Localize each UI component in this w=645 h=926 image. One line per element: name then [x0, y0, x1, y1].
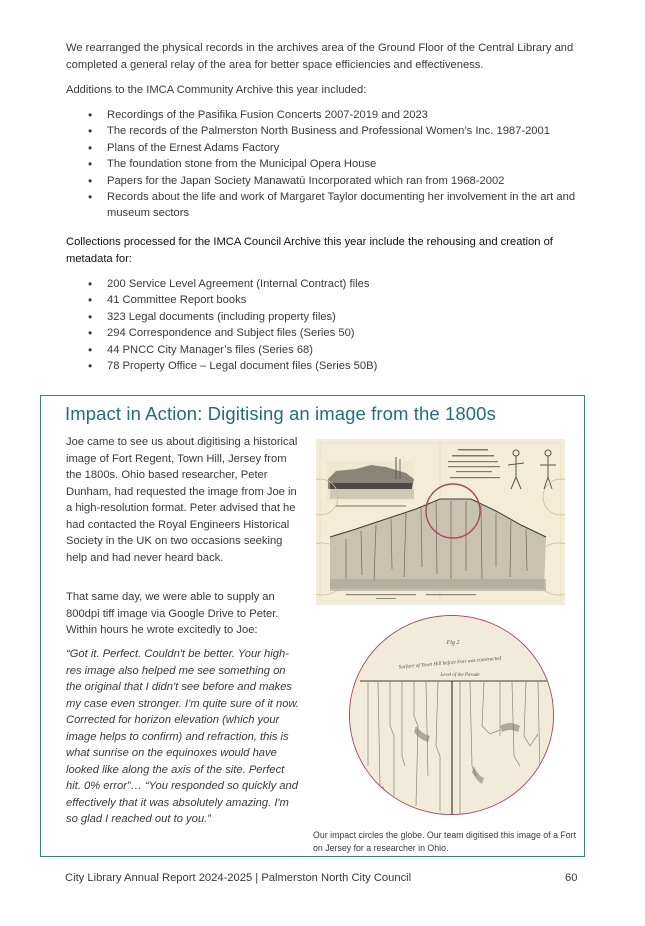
list-item: • 200 Service Level Agreement (Internal Contract) files: [88, 277, 370, 291]
researcher-quote: “Got it. Perfect. Couldn't be better. Your high-res image also helped me see something on the original that I didn't see before and makes my case even stronger. I'm quite sure of it now. Corrected for horizon elevation (which your image helps to confirm) and refraction, this is what sunrise on the equinoxes would have looked like along the axis of the site. Perfect hit. 0% error”… “You responded so quickly and effectively that it was absolutely amazing. I'm so glad I reached out to you.”: [66, 648, 300, 825]
impact-paragraph-2: That same day, we were able to supply an 800dpi tiff image via Google Drive to Peter. Within hours he wrote excitedly to Joe:: [66, 591, 279, 636]
engraving-illustration: [316, 439, 565, 605]
fig-label: Fig 2: [446, 640, 460, 646]
list-item: • 78 Property Office – Legal document files (Series 50B): [88, 359, 378, 374]
council-archive-list: [88, 276, 578, 374]
list-item: • The foundation stone from the Municipal Opera House: [88, 157, 377, 172]
list-item: • Plans of the Ernest Adams Factory: [88, 140, 280, 155]
list-item: • 44 PNCC City Manager’s files (Series 68): [88, 342, 314, 357]
impact-paragraph-1: Joe came to see us about digitising a historical image of Fort Regent, Town Hill, Jersey from the 1800s. Ohio based researcher, Peter Dunham, had requested the image from Joe in a high-resolution format. Peter advised that he had contacted the Royal Engineers Historical Society in the UK on two occasions seeking help and had never heard back.: [66, 436, 298, 564]
bullet-icon: •: [88, 277, 93, 291]
footer-page-number: 60: [565, 872, 578, 884]
zoomed-detail-illustration: [350, 616, 554, 815]
list-item: • Recordings of the Pasifika Fusion Concerts 2007-2019 and 2023: [88, 108, 428, 122]
list-item: • The records of the Palmerston North Business and Professional Women’s Inc. 1987-2001: [88, 124, 550, 139]
list-item: • Papers for the Japan Society Manawatū Incorporated which ran from 1968-2002: [88, 173, 505, 188]
community-archive-list: [88, 107, 578, 222]
bullet-icon: •: [88, 108, 93, 122]
bullet-icon: •: [88, 157, 93, 172]
impact-box-title: Impact in Action: Digitising an image from the 1800s: [65, 403, 496, 424]
bullet-icon: •: [88, 124, 93, 139]
footer-report-title: City Library Annual Report 2024-2025 | Palmerston North City Council: [65, 872, 412, 884]
intro-paragraph-1: We rearranged the physical records in the archives area of the Ground Floor of the Central Library and completed a general relay of the area for better space efficiencies and effectiveness.: [66, 42, 574, 71]
bullet-icon: •: [88, 173, 93, 188]
intro-paragraph-2: Additions to the IMCA Community Archive this year included:: [66, 84, 367, 96]
level-label: Level of the Parade: [440, 673, 480, 678]
bullet-icon: •: [88, 140, 93, 155]
bullet-icon: •: [88, 190, 93, 205]
image-caption: Our impact circles the globe. Our team digitised this image of a Fort on Jersey for a researcher in Ohio.: [313, 830, 577, 853]
bullet-icon: •: [88, 309, 93, 324]
zoomed-detail-circle-image: [349, 615, 554, 815]
list-item: • 323 Legal documents (including property files): [88, 309, 336, 324]
bullet-icon: •: [88, 342, 93, 357]
bullet-icon: •: [88, 326, 93, 341]
list-item: • 294 Correspondence and Subject files (Series 50): [88, 326, 355, 341]
bullet-icon: •: [88, 359, 93, 374]
fort-regent-engraving-image: [316, 439, 565, 605]
list-item: • 41 Committee Report books: [88, 293, 247, 308]
council-archive-intro: Collections processed for the IMCA Council Archive this year include the rehousing and creation of metadata for:: [66, 236, 553, 265]
bullet-icon: •: [88, 293, 93, 308]
fort-vignette: [326, 457, 414, 507]
list-item: • Records about the life and work of Margaret Taylor documenting her involvement in the art and museum sectors: [88, 190, 576, 220]
surface-label: Surface of Town Hill before Fort was constructed: [398, 655, 502, 671]
